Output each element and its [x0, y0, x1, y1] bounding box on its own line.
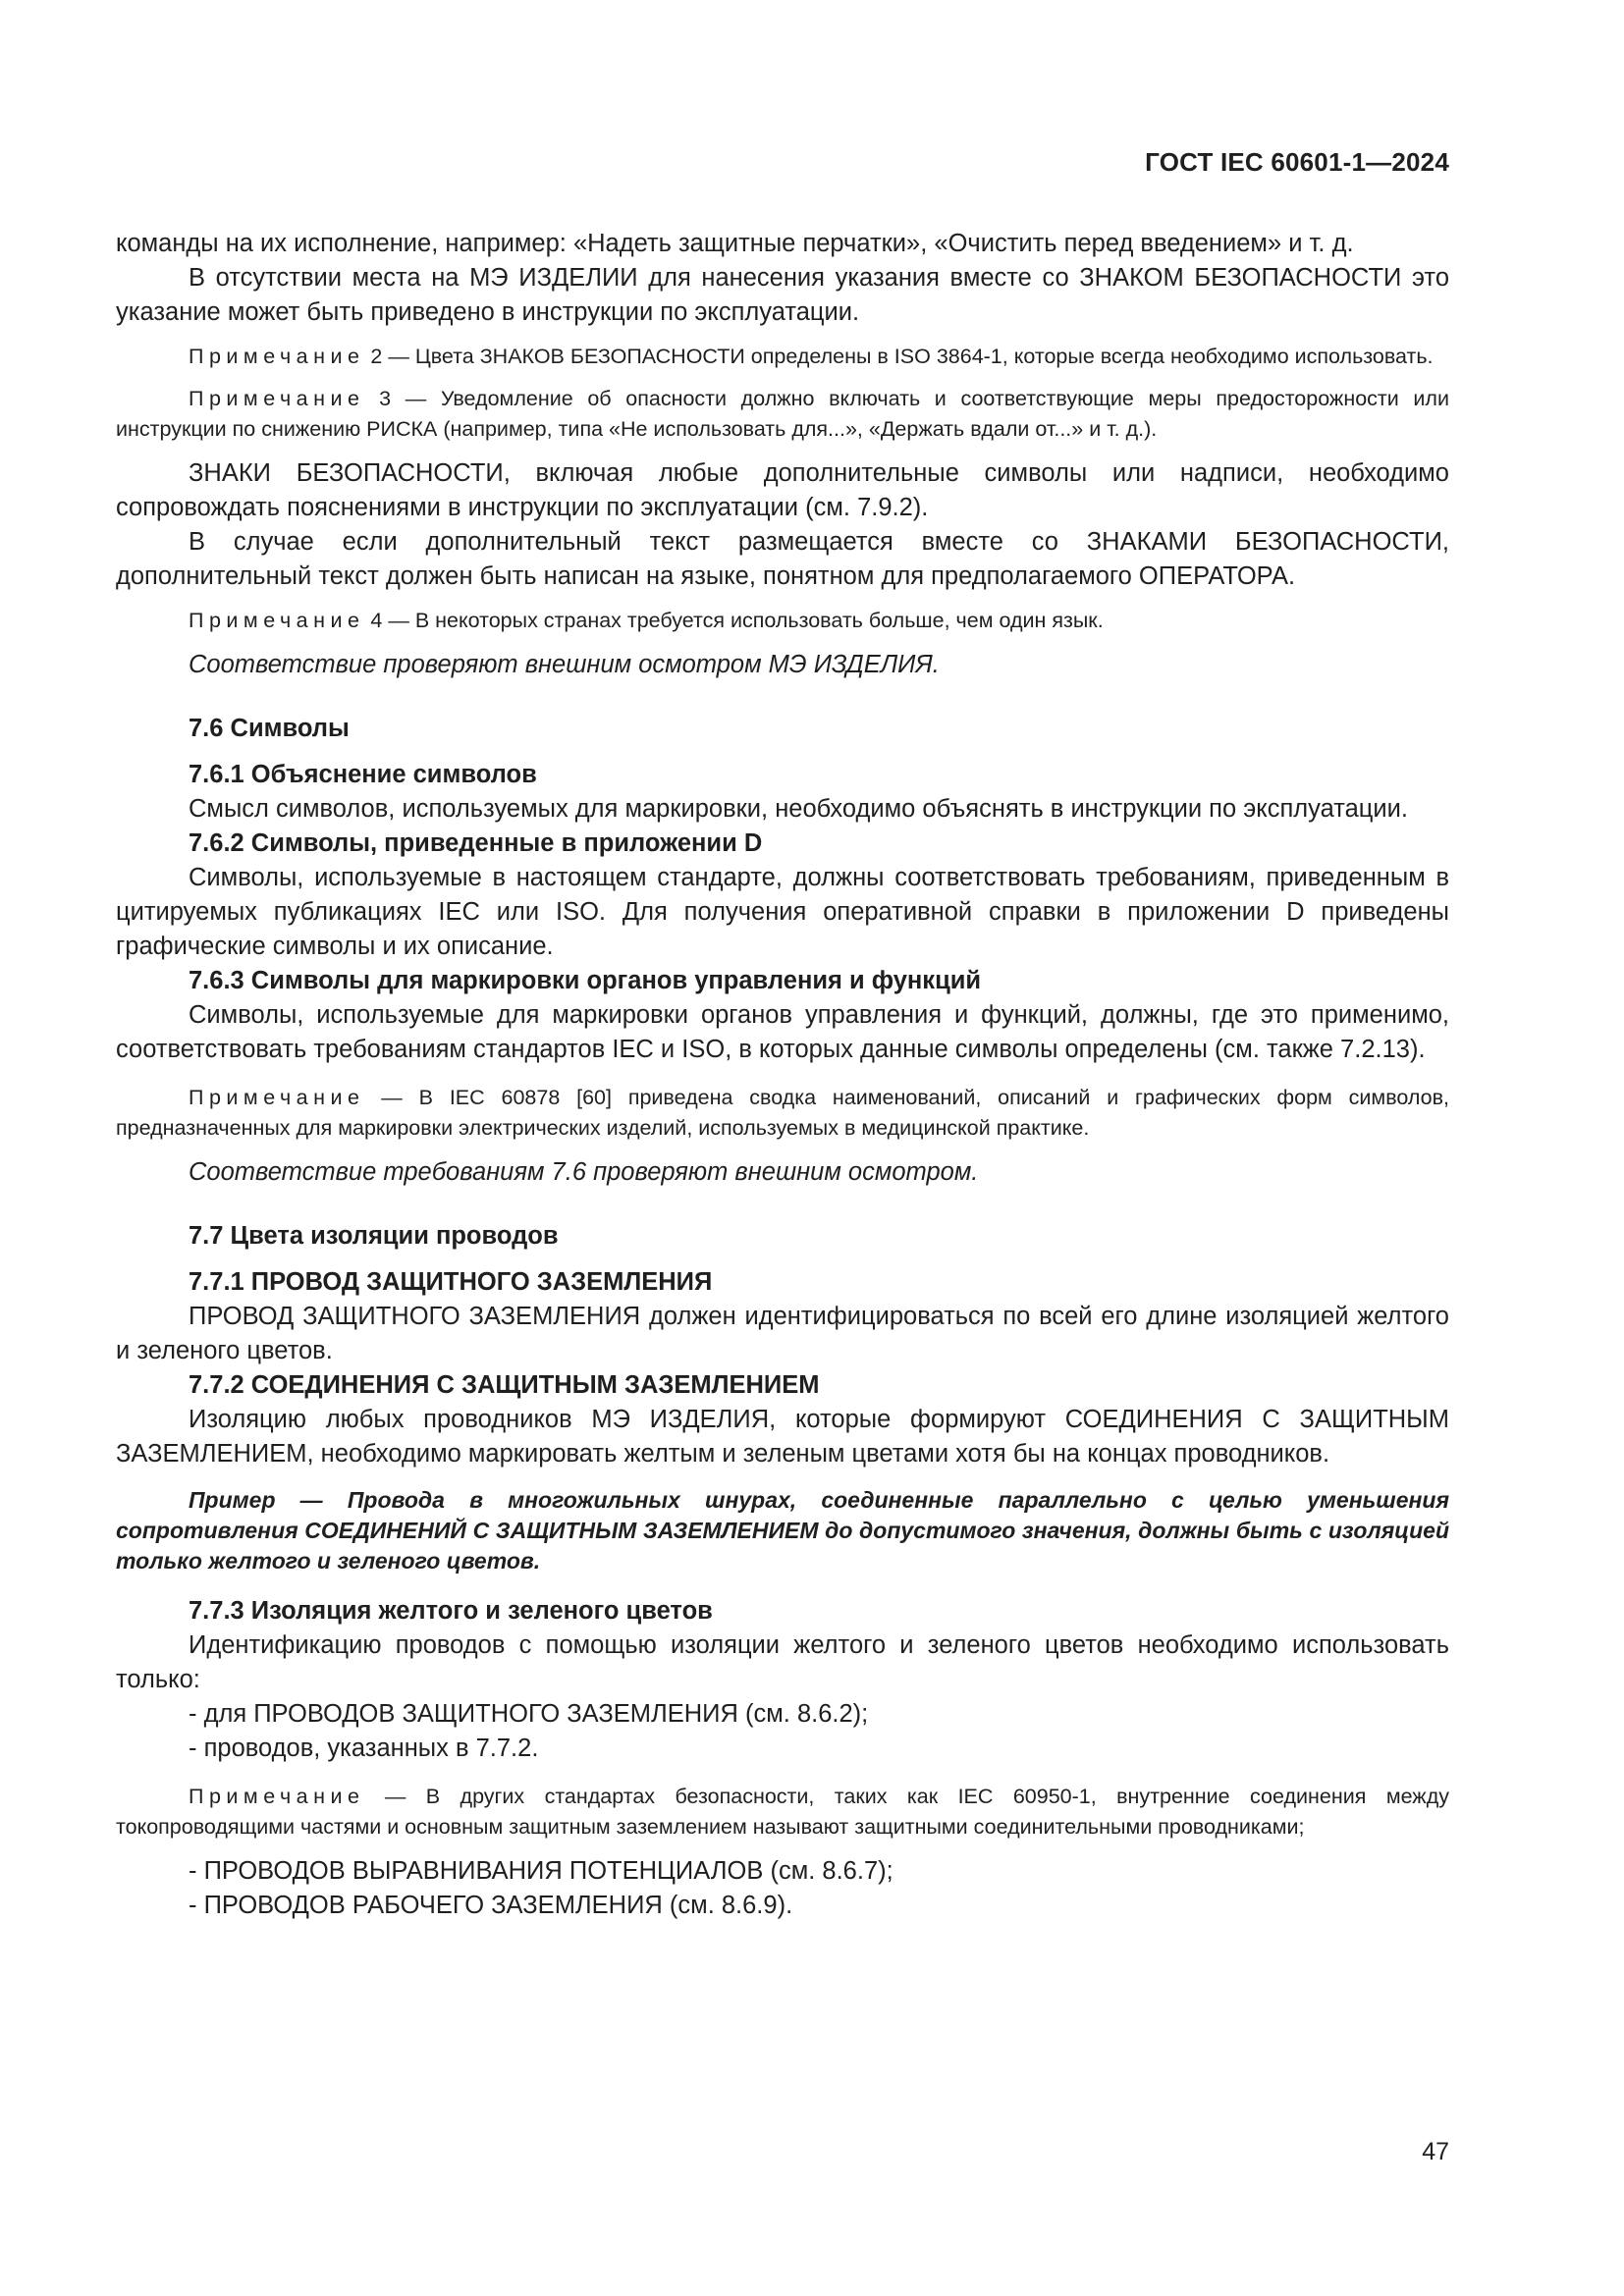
paragraph: В отсутствии места на МЭ ИЗДЕЛИИ для нанесения указания вместе со ЗНАКОМ БЕЗОПАСНОСТИ это указание может быть приведено в инструкции по эксплуатации.: [116, 264, 1449, 326]
compliance-statement: Соответствие проверяют внешним осмотром МЭ ИЗДЕЛИЯ.: [189, 651, 940, 678]
example-text: Пример — Провода в многожильных шнурах, соединенные параллельно с целью уменьшения сопротивления СОЕДИНЕНИЙ С ЗАЩИТНЫМ ЗАЗЕМЛЕНИЕМ до допустимого значения, должны быть с изоляцией только желтого и зеленого цветов.: [116, 1487, 1449, 1574]
section-heading-7-6-3: 7.6.3 Символы для маркировки органов управления и функций: [189, 967, 982, 994]
page-body: [116, 227, 1449, 1923]
section-heading-7-6: 7.6 Символы: [189, 715, 350, 742]
paragraph: команды на их исполнение, например: «Надеть защитные перчатки», «Очистить перед введением» и т. д.: [116, 230, 1354, 257]
page-number: 47: [1422, 2138, 1449, 2165]
note-label: Примечание: [189, 1785, 365, 1808]
list-item: - проводов, указанных в 7.7.2.: [189, 1735, 539, 1762]
compliance-statement: Соответствие требованиям 7.6 проверяют внешним осмотром.: [189, 1158, 979, 1186]
paragraph: ЗНАКИ БЕЗОПАСНОСТИ, включая любые дополнительные символы или надписи, необходимо сопровождать пояснениями в инструкции по эксплуатации (см. 7.9.2).: [116, 459, 1449, 521]
list-item: - для ПРОВОДОВ ЗАЩИТНОГО ЗАЗЕМЛЕНИЯ (см. 8.6.2);: [189, 1700, 869, 1728]
note-label: Примечание: [189, 345, 365, 368]
section-heading-7-7-2: 7.7.2 СОЕДИНЕНИЯ С ЗАЩИТНЫМ ЗАЗЕМЛЕНИЕМ: [189, 1371, 820, 1399]
note-text: 2 — Цвета ЗНАКОВ БЕЗОПАСНОСТИ определены в ISO 3864-1, которые всегда необходимо использовать.: [364, 345, 1434, 368]
section-heading-7-7: 7.7 Цвета изоляции проводов: [189, 1222, 559, 1250]
note-7-7-3: [116, 1782, 1449, 1842]
note-3: [116, 384, 1449, 445]
document-number: ГОСТ IEC 60601-1—2024: [1145, 147, 1449, 177]
note-label: Примечание: [189, 387, 365, 410]
note-2: [116, 342, 1449, 372]
paragraph: Символы, используемые для маркировки органов управления и функций, должны, где это применимо, соответствовать требованиям стандартов IEC и ISO, в которых данные символы определены (см. также 7.2.13).: [116, 1001, 1449, 1063]
list-item: - ПРОВОДОВ РАБОЧЕГО ЗАЗЕМЛЕНИЯ (см. 8.6.9).: [189, 1892, 793, 1919]
note-7-6-3: [116, 1083, 1449, 1144]
note-label: Примечание: [189, 1086, 365, 1109]
section-heading-7-6-2: 7.6.2 Символы, приведенные в приложении D: [189, 829, 763, 857]
paragraph: В случае если дополнительный текст размещается вместе со ЗНАКАМИ БЕЗОПАСНОСТИ, дополнительный текст должен быть написан на языке, понятном для предполагаемого ОПЕРАТОРА.: [116, 528, 1449, 590]
section-heading-7-7-1: 7.7.1 ПРОВОД ЗАЩИТНОГО ЗАЗЕМЛЕНИЯ: [189, 1268, 713, 1296]
note-4: [116, 606, 1449, 636]
paragraph: Изоляцию любых проводников МЭ ИЗДЕЛИЯ, которые формируют СОЕДИНЕНИЯ С ЗАЩИТНЫМ ЗАЗЕМЛЕНИЕМ, необходимо маркировать желтым и зеленым цветами хотя бы на концах проводников.: [116, 1406, 1449, 1468]
note-text: 4 — В некоторых странах требуется использовать больше, чем один язык.: [364, 609, 1104, 632]
note-text: — В IEC 60878 [60] приведена сводка наименований, описаний и графических форм символов, предназначенных для маркировки электрических изделий, используемых в медицинской практике.: [116, 1086, 1449, 1140]
note-text: 3 — Уведомление об опасности должно включать и соответствующие меры предосторожности или инструкции по снижению РИСКА (например, типа «Не использовать для...», «Держать вдали от...» и т. д.).: [116, 387, 1449, 441]
note-text: — В других стандартах безопасности, таких как IEC 60950-1, внутренние соединения между токопроводящими частями и основным защитным заземлением называют защитными соединительными проводниками;: [116, 1785, 1449, 1839]
section-heading-7-6-1: 7.6.1 Объяснение символов: [189, 761, 537, 788]
paragraph: Идентификацию проводов с помощью изоляции желтого и зеленого цветов необходимо использовать только:: [116, 1631, 1449, 1693]
paragraph: ПРОВОД ЗАЩИТНОГО ЗАЗЕМЛЕНИЯ должен идентифицироваться по всей его длине изоляцией желтого и зеленого цветов.: [116, 1303, 1449, 1364]
list-item: - ПРОВОДОВ ВЫРАВНИВАНИЯ ПОТЕНЦИАЛОВ (см. 8.6.7);: [189, 1857, 893, 1885]
paragraph: Символы, используемые в настоящем стандарте, должны соответствовать требованиям, приведенным в цитируемых публикациях IEC или ISO. Для получения оперативной справки в приложении D приведены графические символы и их описание.: [116, 864, 1449, 960]
paragraph: Смысл символов, используемых для маркировки, необходимо объяснять в инструкции по эксплуатации.: [189, 795, 1408, 823]
note-label: Примечание: [189, 609, 365, 632]
section-heading-7-7-3: 7.7.3 Изоляция желтого и зеленого цветов: [189, 1597, 713, 1625]
